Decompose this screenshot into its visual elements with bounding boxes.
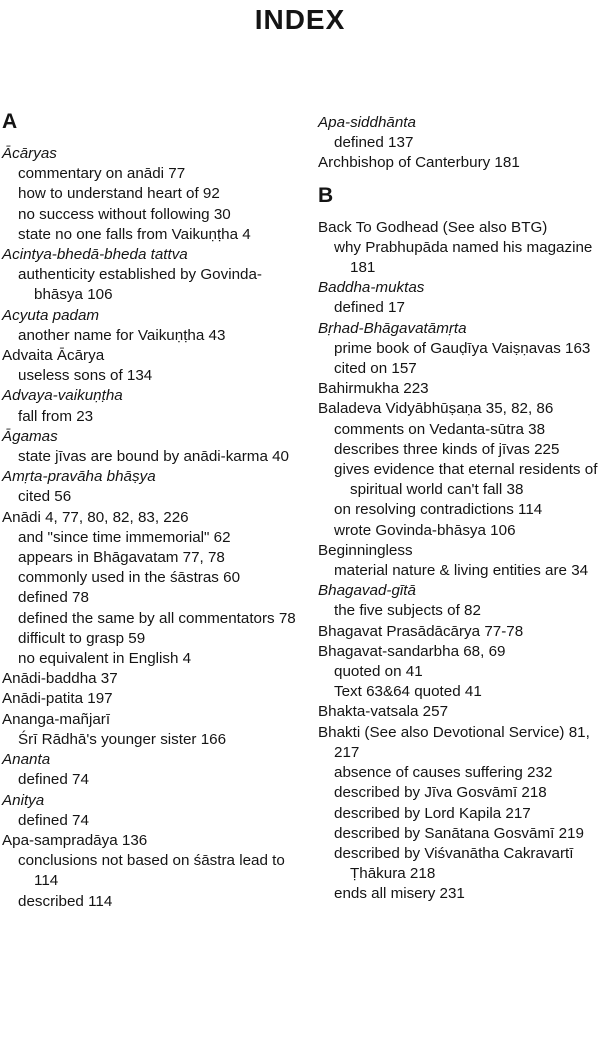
index-subentry: defined 74 xyxy=(18,771,89,789)
index-subentry: defined 17 xyxy=(334,299,405,317)
index-entry: Archbishop of Canterbury 181 xyxy=(318,154,520,172)
index-subentry: Śrī Rādhā's younger sister 166 xyxy=(18,730,227,748)
index-entry: Anādi-baddha 37 xyxy=(2,670,118,688)
index-entry: Amṛta-pravāha bhāṣya xyxy=(2,468,156,486)
index-subentry: no success without following 30 xyxy=(18,205,231,223)
index-subentry: why Prabhupāda named his magazine 181 xyxy=(334,238,593,277)
index-subentry: commentary on anādi 77 xyxy=(18,165,186,183)
index-entry: Bhagavat Prasādācārya 77-78 xyxy=(318,622,524,640)
index-subentry: another name for Vaikuṇṭha 43 xyxy=(18,326,226,344)
index-subentry: state no one falls from Vaikuṇṭha 4 xyxy=(18,225,251,243)
index-entry: Bhakti (See also Devotional Service) 81, 217 xyxy=(318,723,590,761)
index-subentry: described 114 xyxy=(18,892,113,910)
index-subentry: on resolving contradictions 114 xyxy=(334,501,543,519)
index-entry: Apa-siddhānta xyxy=(318,114,416,131)
index-subentry: absence of causes suffering 232 xyxy=(334,764,553,782)
index-subentry: and "since time immemorial" 62 xyxy=(18,528,231,546)
index-subentry: the five subjects of 82 xyxy=(334,602,481,620)
index-entry: Bahirmukha 223 xyxy=(318,380,429,398)
index-subentry: prime book of Gauḍīya Vaiṣṇavas 163 xyxy=(334,339,591,357)
index-entry: Bhakta-vatsala 257 xyxy=(318,703,449,721)
index-subentry: comments on Vedanta-sūtra 38 xyxy=(334,420,546,438)
index-subentry: cited 56 xyxy=(18,488,72,506)
index-subentry: authenticity established by Govinda-bhāsya 106 xyxy=(18,266,262,304)
index-subentry: defined the same by all commentators 78 xyxy=(18,609,296,627)
index-entry: Acyuta padam xyxy=(2,306,100,324)
index-subentry: describes three kinds of jīvas 225 xyxy=(334,440,560,458)
index-entry: Bhagavad-gītā xyxy=(318,582,416,600)
index-entry: Advaya-vaikuṇṭha xyxy=(2,387,123,405)
index-entry: Ācāryas xyxy=(2,145,57,162)
index-subentry: appears in Bhāgavatam 77, 78 xyxy=(18,549,225,567)
index-entry: Āgamas xyxy=(2,427,58,445)
index-entry: Apa-sampradāya 136 xyxy=(2,831,148,849)
index-entry: Bhagavat-sandarbha 68, 69 xyxy=(318,642,506,660)
index-entry: Baladeva Vidyābhūṣaṇa 35, 82, 86 xyxy=(318,400,554,418)
index-entry: Anādi-patita 197 xyxy=(2,690,113,708)
index-subentry: quoted on 41 xyxy=(334,663,423,681)
index-subentry: difficult to grasp 59 xyxy=(18,629,146,647)
index-subentry: defined 74 xyxy=(18,811,89,829)
index-subentry: defined 137 xyxy=(334,134,414,152)
index-subentry: described by Sanātana Gosvāmī 219 xyxy=(334,824,584,842)
index-subentry: commonly used in the śāstras 60 xyxy=(18,569,241,587)
index-subentry: how to understand heart of 92 xyxy=(18,185,220,203)
index-subentry: wrote Govinda-bhāsya 106 xyxy=(334,521,516,539)
index-entry: Acintya-bhedā-bheda tattva xyxy=(2,246,188,264)
index-column-right xyxy=(318,113,600,905)
index-subentry: defined 78 xyxy=(18,589,89,607)
index-subentry: material nature & living entities are 34 xyxy=(334,562,589,580)
index-entry: Beginningless xyxy=(318,541,413,559)
index-subentry: conclusions not based on śāstra lead to 114 xyxy=(18,852,285,890)
index-entry: Anādi 4, 77, 80, 82, 83, 226 xyxy=(2,508,189,526)
index-subentry: useless sons of 134 xyxy=(18,367,153,385)
index-entry: Ananta xyxy=(2,751,51,769)
index-subentry: described by Jīva Gosvāmī 218 xyxy=(334,784,547,802)
index-entry: Baddha-muktas xyxy=(318,279,425,297)
index-subentry: ends all misery 231 xyxy=(334,885,465,903)
index-entry: Advaita Ācārya xyxy=(2,347,105,365)
index-subentry: state jīvas are bound by anādi-karma 40 xyxy=(18,448,290,466)
index-subentry: gives evidence that eternal residents of spiritual world can't fall 38 xyxy=(334,461,598,499)
index-entry: Back To Godhead (See also BTG) xyxy=(318,218,548,236)
index-subentry: fall from 23 xyxy=(18,407,94,425)
index-column-left xyxy=(2,100,300,912)
index-subentry: no equivalent in English 4 xyxy=(18,650,192,668)
index-entry: Anitya xyxy=(2,791,45,809)
index-subentry: cited on 157 xyxy=(334,360,417,378)
index-section-letter: A xyxy=(2,110,18,133)
index-entry: Ananga-mañjarī xyxy=(2,710,111,728)
page-title: INDEX xyxy=(254,4,346,35)
index-section-letter: B xyxy=(318,183,334,207)
index-subentry: described by Lord Kapila 217 xyxy=(334,804,531,822)
index-entry: Bṛhad-Bhāgavatāmṛta xyxy=(318,319,467,337)
index-subentry: Text 63&64 quoted 41 xyxy=(334,683,482,701)
index-subentry: described by Viśvanātha Cakravartī Ṭhākura 218 xyxy=(334,844,574,883)
